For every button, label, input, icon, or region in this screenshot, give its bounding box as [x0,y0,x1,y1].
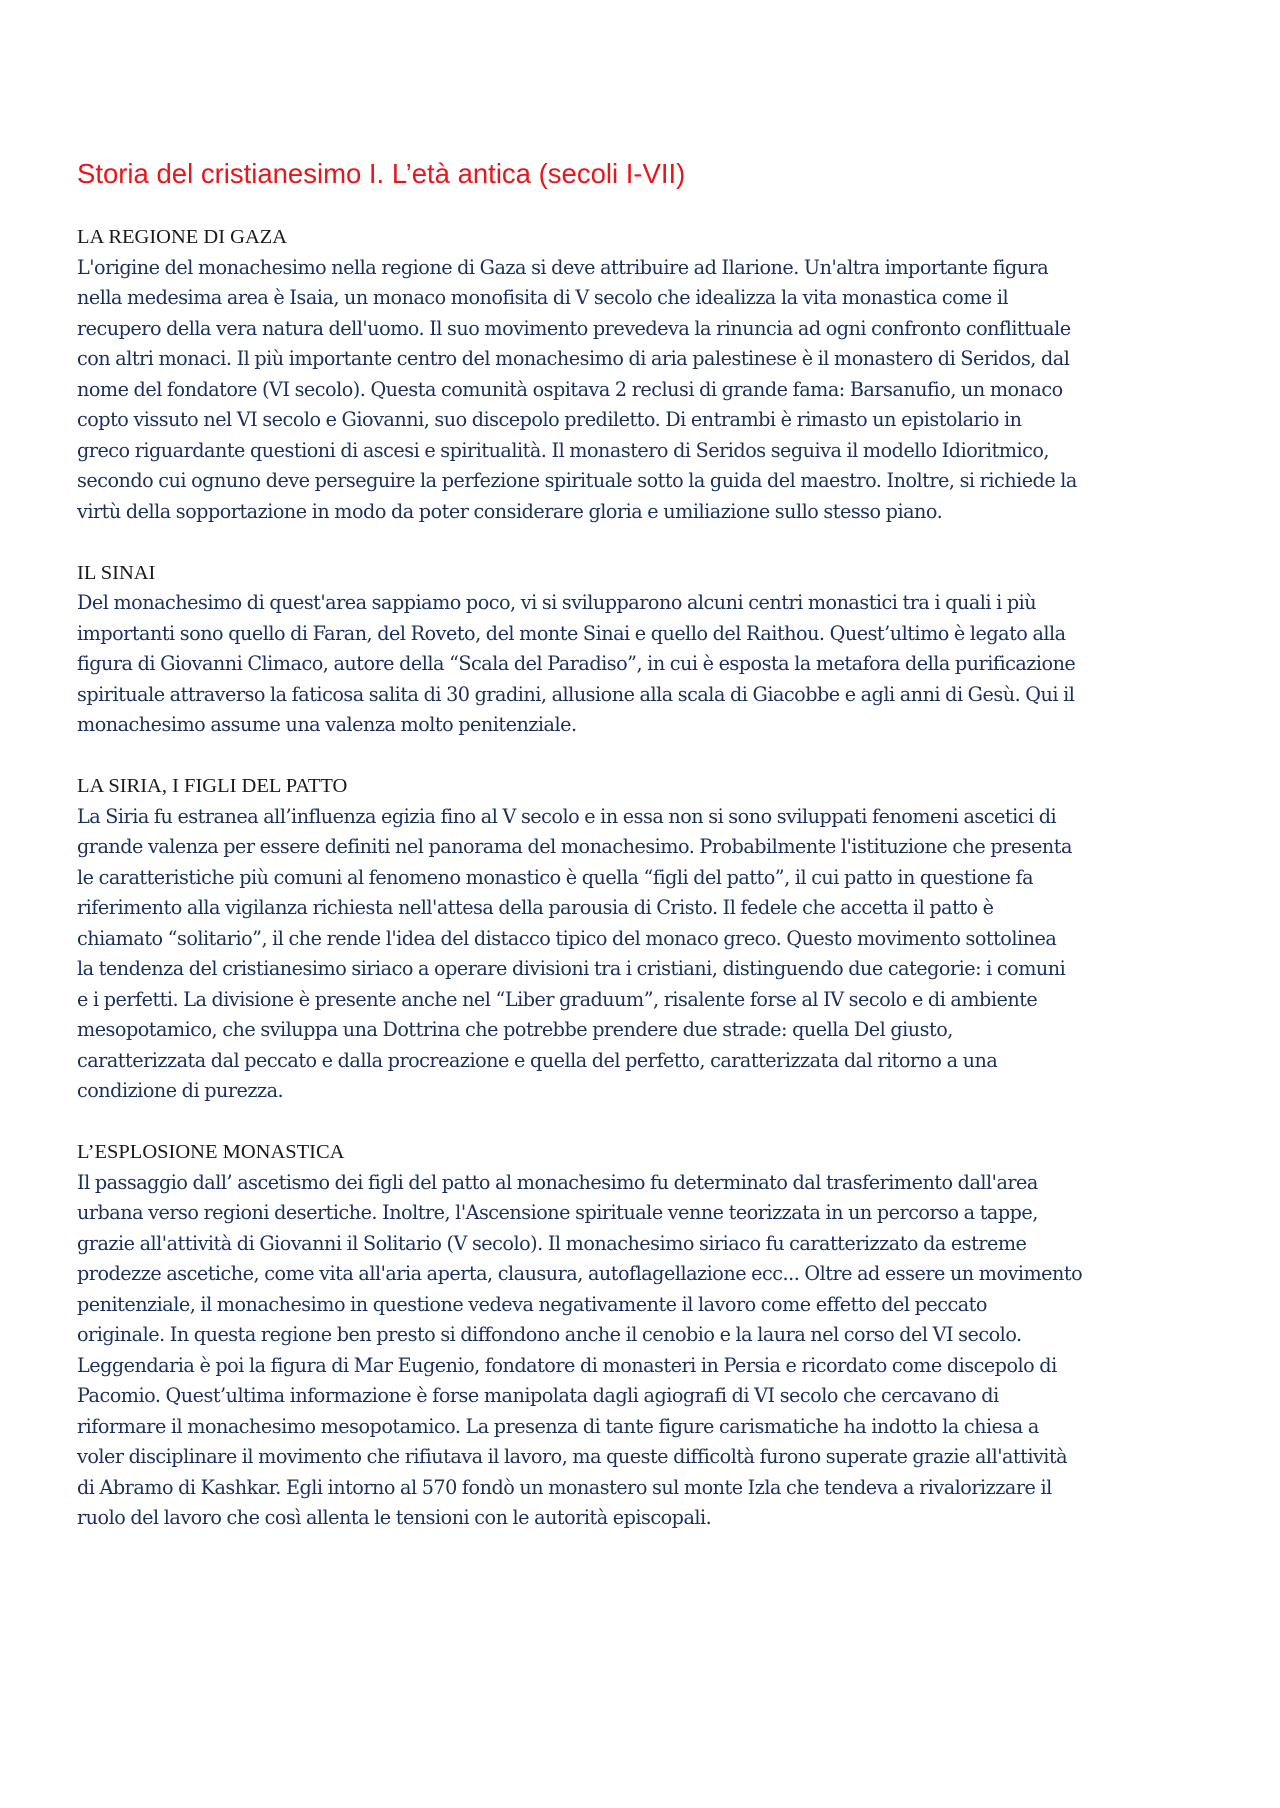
section-heading: IL SINAI [77,561,156,584]
section-heading: LA SIRIA, I FIGLI DEL PATTO [77,775,348,797]
section-heading: LA REGIONE DI GAZA [77,226,288,248]
section-esplosione-monastica [77,1137,1212,1534]
section-body: Del monachesimo di quest'area sappiamo poco, vi si svilupparono alcuni centri monastici tra i quali i più importanti sono quello di Faran, del Roveto, del monte Sinai e quello del Raithou. Quest’ultimo è legato alla figura di Giovanni Climaco, autore della “Scala del Paradiso”, in cui è esposta la metafora della purificazione spirituale attraverso la faticosa salita di 30 gradini, allusione alla scala di Giacobbe e agli anni di Gesù. Qui il monachesimo assume una valenza molto penitenziale. [77,591,1076,736]
document-title: Storia del cristianesimo I. L’età antica (secoli I-VII) [77,158,686,189]
section-body: L'origine del monachesimo nella regione di Gaza si deve attribuire ad Ilarione. Un'altra importante figura nella medesima area è Isaia, un monaco monofisita di V secolo che idealizza la vita monastica come il recupero della vera natura dell'uomo. Il suo movimento prevedeva la rinuncia ad ogni confronto conflittuale con altri monaci. Il più importante centro del monachesimo di aria palestinese è il monastero di Seridos, dal nome del fondatore (VI secolo). Questa comunità ospitava 2 reclusi di grande fama: Barsanufio, un monaco copto vissuto nel VI secolo e Giovanni, suo discepolo prediletto. Di entrambi è rimasto un epistolario in greco riguardante questioni di ascesi e spiritualità. Il monastero di Seridos seguiva il modello Idioritmico, secondo cui ognuno deve perseguire la perfezione spirituale sotto la guida del maestro. Inoltre, si richiede la virtù della sopportazione in modo da poter considerare gloria e umiliazione sullo stesso piano. [77,255,1077,523]
section-sinai [77,558,1212,741]
section-heading: L’ESPLOSIONE MONASTICA [77,1141,345,1163]
section-gaza [77,222,1212,527]
section-body: La Siria fu estranea all’influenza egizia fino al V secolo e in essa non si sono sviluppati fenomeni ascetici di grande valenza per essere definiti nel panorama del monachesimo. Probabilmente l'istituzione che presenta le caratteristiche più comuni al fenomeno monastico è quella “figli del patto”, il cui patto in questione fa riferimento alla vigilanza richiesta nell'attesa della parousia di Cristo. Il fedele che accetta il patto è chiamato “solitario”, il che rende l'idea del distacco tipico del monaco greco. Questo movimento sottolinea la tendenza del cristianesimo siriaco a operare divisioni tra i cristiani, distinguendo due categorie: i comuni e i perfetti. La divisione è presente anche nel “Liber graduum”, risalente forse al IV secolo e di ambiente mesopotamico, che sviluppa una Dottrina che potrebbe prendere due strade: quella Del giusto, caratterizzata dal peccato e dalla procreazione e quella del perfetto, caratterizzata dal ritorno a una condizione di purezza. [77,804,1072,1102]
document-page [77,158,1212,1564]
section-body: Il passaggio dall’ ascetismo dei figli del patto al monachesimo fu determinato dal trasferimento dall'area urbana verso regioni desertiche. Inoltre, l'Ascensione spirituale venne teorizzata in un percorso a tappe, grazie all'attività di Giovanni il Solitario (V secolo). Il monachesimo siriaco fu caratterizzato da estreme prodezze ascetiche, come vita all'aria aperta, clausura, autoflagellazione ecc... Oltre ad essere un movimento penitenziale, il monachesimo in questione vedeva negativamente il lavoro come effetto del peccato originale. In questa regione ben presto si diffondono anche il cenobio e la laura nel corso del VI secolo. Leggendaria è poi la figura di Mar Eugenio, fondatore di monasteri in Persia e ricordato come discepolo di Pacomio. Quest’ultima informazione è forse manipolata dagli agiografi di VI secolo che cercavano di riformare il monachesimo mesopotamico. La presenza di tante figure carismatiche ha indotto la chiesa a voler disciplinare il movimento che rifiutava il lavoro, ma queste difficoltà furono superate grazie all'attività di Abramo di Kashkar. Egli intorno al 570 fondò un monastero sul monte Izla che tendeva a rivalorizzare il ruolo del lavoro che così allenta le tensioni con le autorità episcopali. [77,1170,1083,1529]
section-siria [77,771,1212,1107]
